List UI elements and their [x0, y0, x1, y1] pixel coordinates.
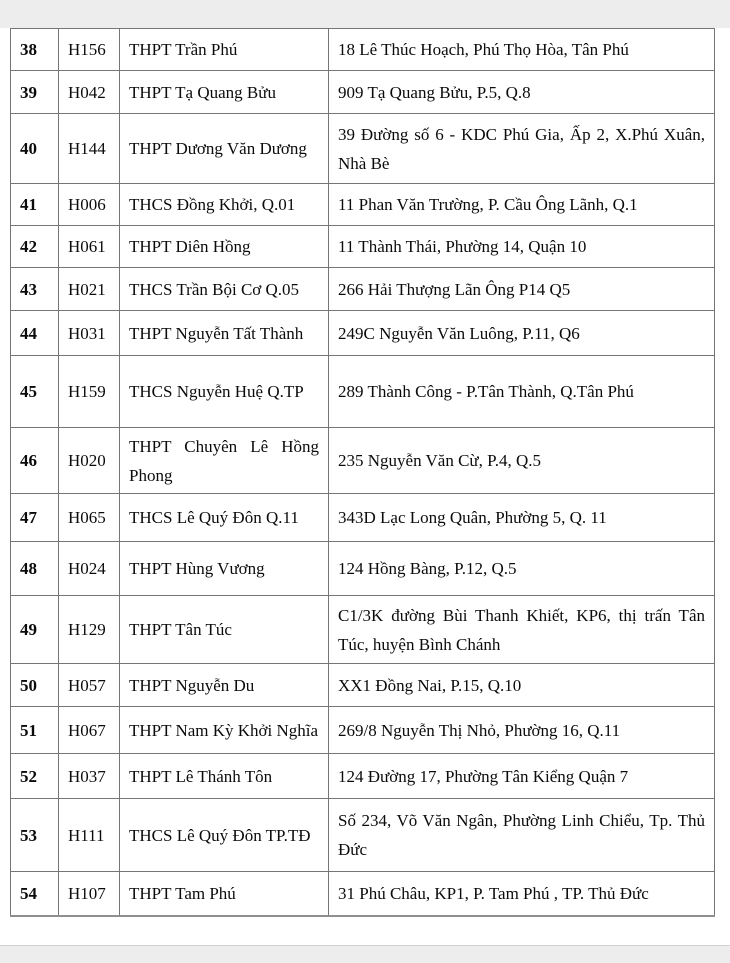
row-number: 40: [11, 114, 59, 184]
document-page: [0, 28, 730, 945]
school-name: THCS Trần Bội Cơ Q.05: [120, 268, 329, 311]
row-number: 45: [11, 356, 59, 428]
school-address: 124 Đường 17, Phường Tân Kiểng Quận 7: [329, 754, 715, 799]
table-row: [11, 707, 715, 754]
center-code: H107: [59, 872, 120, 916]
row-number: 46: [11, 428, 59, 494]
school-name: THPT Nguyễn Tất Thành: [120, 311, 329, 356]
table-row: [11, 664, 715, 707]
school-name: THCS Đồng Khởi, Q.01: [120, 184, 329, 226]
row-number: 42: [11, 226, 59, 268]
school-address: 343D Lạc Long Quân, Phường 5, Q. 11: [329, 494, 715, 542]
row-number: 52: [11, 754, 59, 799]
row-number: 49: [11, 596, 59, 664]
row-number: 44: [11, 311, 59, 356]
center-code: H021: [59, 268, 120, 311]
table-row: [11, 596, 715, 664]
school-address: Số 234, Võ Văn Ngân, Phường Linh Chiểu, Tp. Thủ Đức: [329, 799, 715, 872]
school-name: THPT Tân Túc: [120, 596, 329, 664]
center-code: H065: [59, 494, 120, 542]
center-code: H067: [59, 707, 120, 754]
school-name: THCS Lê Quý Đôn Q.11: [120, 494, 329, 542]
school-address: 39 Đường số 6 - KDC Phú Gia, Ấp 2, X.Phú Xuân, Nhà Bè: [329, 114, 715, 184]
table-row: [11, 114, 715, 184]
table-row: [11, 428, 715, 494]
school-address: 269/8 Nguyễn Thị Nhỏ, Phường 16, Q.11: [329, 707, 715, 754]
school-address: 235 Nguyễn Văn Cừ, P.4, Q.5: [329, 428, 715, 494]
row-number: 53: [11, 799, 59, 872]
table-row: [11, 754, 715, 799]
table-row: [11, 542, 715, 596]
table-row: [11, 872, 715, 916]
row-number: 48: [11, 542, 59, 596]
table-row: [11, 184, 715, 226]
center-code: H111: [59, 799, 120, 872]
school-name: THPT Tam Phú: [120, 872, 329, 916]
table-row: [11, 311, 715, 356]
school-address: 289 Thành Công - P.Tân Thành, Q.Tân Phú: [329, 356, 715, 428]
school-name: THPT Nam Kỳ Khởi Nghĩa: [120, 707, 329, 754]
center-code: H129: [59, 596, 120, 664]
school-address: 18 Lê Thúc Hoạch, Phú Thọ Hòa, Tân Phú: [329, 29, 715, 71]
school-address: XX1 Đồng Nai, P.15, Q.10: [329, 664, 715, 707]
school-name: THPT Trần Phú: [120, 29, 329, 71]
school-name: THPT Dương Văn Dương: [120, 114, 329, 184]
school-address: C1/3K đường Bùi Thanh Khiết, KP6, thị trấn Tân Túc, huyện Bình Chánh: [329, 596, 715, 664]
center-code: H057: [59, 664, 120, 707]
school-address: 11 Thành Thái, Phường 14, Quận 10: [329, 226, 715, 268]
school-address: 909 Tạ Quang Bửu, P.5, Q.8: [329, 71, 715, 114]
center-code: H020: [59, 428, 120, 494]
center-code: H037: [59, 754, 120, 799]
school-name: THPT Tạ Quang Bửu: [120, 71, 329, 114]
center-code: H006: [59, 184, 120, 226]
center-code: H156: [59, 29, 120, 71]
school-address: 266 Hải Thượng Lãn Ông P14 Q5: [329, 268, 715, 311]
school-name: THPT Nguyễn Du: [120, 664, 329, 707]
school-name: THPT Lê Thánh Tôn: [120, 754, 329, 799]
row-number: 38: [11, 29, 59, 71]
center-code: H061: [59, 226, 120, 268]
page-edge-strip: [0, 945, 730, 963]
row-number: 54: [11, 872, 59, 916]
center-code: H159: [59, 356, 120, 428]
table-row: [11, 356, 715, 428]
school-address: 249C Nguyễn Văn Luông, P.11, Q6: [329, 311, 715, 356]
table-row: [11, 494, 715, 542]
school-address: 11 Phan Văn Trường, P. Cầu Ông Lãnh, Q.1: [329, 184, 715, 226]
table-row: [11, 268, 715, 311]
row-number: 41: [11, 184, 59, 226]
center-code: H024: [59, 542, 120, 596]
school-name: THPT Hùng Vương: [120, 542, 329, 596]
school-name: THCS Lê Quý Đôn TP.TĐ: [120, 799, 329, 872]
table-row: [11, 29, 715, 71]
row-number: 50: [11, 664, 59, 707]
school-name: THCS Nguyễn Huệ Q.TP: [120, 356, 329, 428]
school-name: THPT Diên Hồng: [120, 226, 329, 268]
table-row: [11, 71, 715, 114]
row-number: 39: [11, 71, 59, 114]
table-row: [11, 799, 715, 872]
school-address: 124 Hồng Bàng, P.12, Q.5: [329, 542, 715, 596]
center-code: H144: [59, 114, 120, 184]
row-number: 43: [11, 268, 59, 311]
school-name: THPT Chuyên Lê Hồng Phong: [120, 428, 329, 494]
center-code: H031: [59, 311, 120, 356]
table-row: [11, 226, 715, 268]
center-code: H042: [59, 71, 120, 114]
row-number: 51: [11, 707, 59, 754]
school-address: 31 Phú Châu, KP1, P. Tam Phú , TP. Thủ Đức: [329, 872, 715, 916]
row-number: 47: [11, 494, 59, 542]
exam-center-table: [10, 28, 715, 917]
